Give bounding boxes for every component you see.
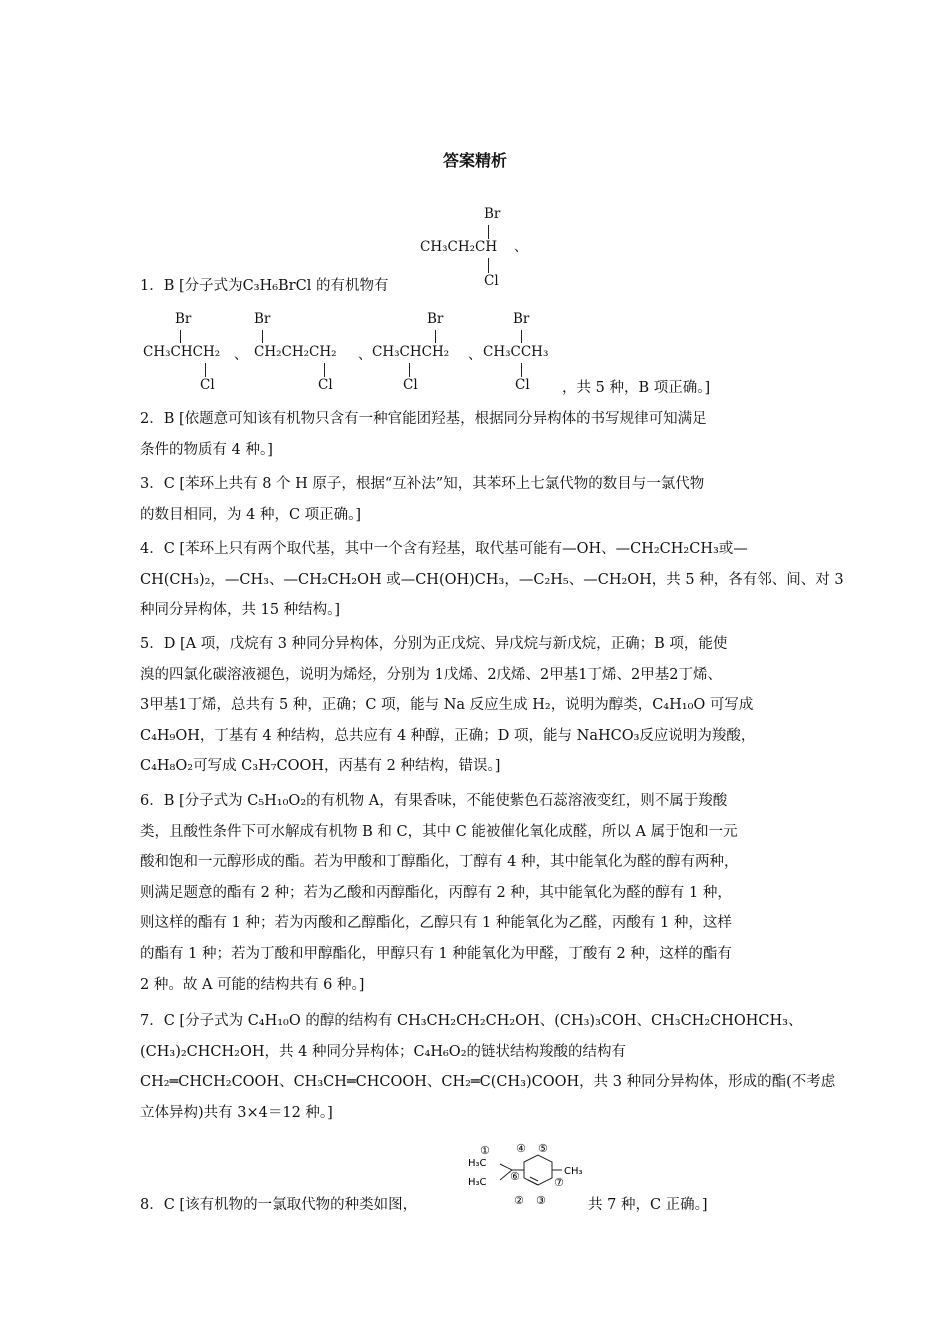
q1-tail: ，共 5 种，B 项正确。]: [562, 380, 711, 396]
answer-6: 6．B [分子式为 C₅H₁₀O₂的有机物 A，有果香味，不能使紫色石蕊溶液变红，则不属于羧酸 类，且酸性条件下可水解成有机物 B 和 C，其中 C 能被催化氧化成醛，所以 A 属于饱和一元 酸和饱和一元醇形成的酯。若为甲酸和丁醇酯化，丁醇有 4 种，其中能氧化为醛的醇有两种， 则满足题意的酯有 2 种；若为乙酸和丙醇酯化，丙醇有 2 种，其中能氧化为醛的醇有 1 种， 则这样的酯有 1 种；若为丙酸和乙醇酯化，乙醇只有 1 种能氧化为乙醛，丙酸有 1 种，这样 的酯有 1 种；若为丁酸和甲醇酯化，甲醇只有 1 种能氧化为甲醛，丁酸有 2 种，这样的酯有 2 种。故 A 可能的结构共有 6 种。]: [140, 793, 739, 993]
answer-4: 4．C [苯环上只有两个取代基，其中一个含有羟基，取代基可能有—OH、—CH₂CH₂CH₃或— CH(CH₃)₂，—CH₃、—CH₂CH₂OH 或—CH(OH)CH₃，—C₂H₅、—CH₂OH，共 5 种，各有邻、间、对 3 种同分异构体，共 15 种结构。]: [140, 541, 844, 619]
double-bond: [530, 1177, 538, 1181]
pos-5: ⑤: [538, 1142, 548, 1155]
pos-6: ⑥: [510, 1170, 520, 1183]
bond-line: [409, 363, 410, 377]
pos-7: ⑦: [554, 1176, 564, 1189]
q1-structure-2: Br CH₂CH₂CH₂ Cl: [254, 311, 337, 393]
q1-head: 1．B [分子式为C₃H₆BrCl 的有机物有: [140, 278, 389, 294]
pos-2: ②: [514, 1194, 524, 1207]
q1-top-sep: 、: [514, 239, 528, 255]
answer-2: 2．B [依题意可知该有机物只含有一种官能团羟基，根据同分异构体的书写规律可知满足 条件的物质有 4 种。]: [140, 411, 707, 458]
separator: 、: [234, 347, 248, 363]
bond-line: [521, 363, 522, 377]
q1-structure-3: Br CH₃CHCH₂ Cl: [372, 311, 450, 393]
q1-top-cl: Cl: [484, 273, 499, 289]
h3c-bottom: H₃C: [468, 1177, 487, 1188]
answer-8-head: 8．C [该有机物的一氯取代物的种类如图，: [140, 1197, 418, 1213]
q1-structure-4: Br CH₃CCH₃ Cl: [483, 311, 549, 393]
bond-line: [521, 330, 522, 343]
answer-8-tail: 共 7 种，C 正确。]: [588, 1197, 708, 1213]
q1-top-br: Br: [484, 206, 501, 222]
h3c-top: H₃C: [468, 1158, 487, 1169]
answer-3: 3．C [苯环上共有 8 个 H 原子，根据“互补法”知，其苯环上七氯代物的数目与一氯代物 的数目相同，为 4 种，C 项正确。]: [140, 476, 705, 523]
q8-structure-figure: [466, 1140, 586, 1212]
ch3-right: CH₃: [564, 1166, 583, 1177]
page-title: 答案精析: [442, 151, 507, 170]
pos-4: ④: [516, 1142, 526, 1155]
separator: 、: [358, 347, 372, 363]
q1-top-main: CH₃CH₂CH: [420, 239, 498, 255]
answer-7: 7．C [分子式为 C₄H₁₀O 的醇的结构有 CH₃CH₂CH₂CH₂OH、(CH₃)₃COH、CH₃CH₂CHOHCH₃、 (CH₃)₂CHCH₂OH，共 4 种同分异构体；C₄H₆O₂的链状结构羧酸的结构有 CH₂═CHCH₂COOH、CH₃CH═CHCOOH、CH₂═C(CH₃)COOH，共 3 种同分异构体，形成的酯(不考虑 立体异构)共有 3×4＝12 种。]: [140, 1013, 836, 1121]
bond-line: [205, 363, 206, 377]
pos-1: ①: [480, 1144, 490, 1157]
q1-structure-1: Br CH₃CHCH₂ Cl: [143, 311, 221, 393]
bond-line: [435, 330, 436, 343]
separator: 、: [468, 347, 482, 363]
bond-line: [324, 363, 325, 377]
answer-5: 5．D [A 项，戊烷有 3 种同分异构体，分别为正戊烷、异戊烷与新戊烷，正确；B 项，能使 溴的四氯化碳溶液褪色，说明为烯烃，分别为 1戊烯、2戊烯、2甲基1丁烯、2甲基2丁烯、 3甲基1丁烯，总共有 5 种，正确；C 项，能与 Na 反应生成 H₂，说明为醇类，C₄H₁₀O 可写成 C₄H₉OH，丁基有 4 种结构，总共应有 4 种醇，正确；D 项，能与 NaHCO₃反应说明为羧酸， C₄H₈O₂可写成 C₃H₇COOH，丙基有 2 种结构，错误。]: [140, 636, 756, 775]
bond-line: [262, 330, 263, 343]
bond-line: [488, 225, 489, 239]
bond-line: [180, 330, 181, 343]
pos-3: ③: [536, 1194, 546, 1207]
